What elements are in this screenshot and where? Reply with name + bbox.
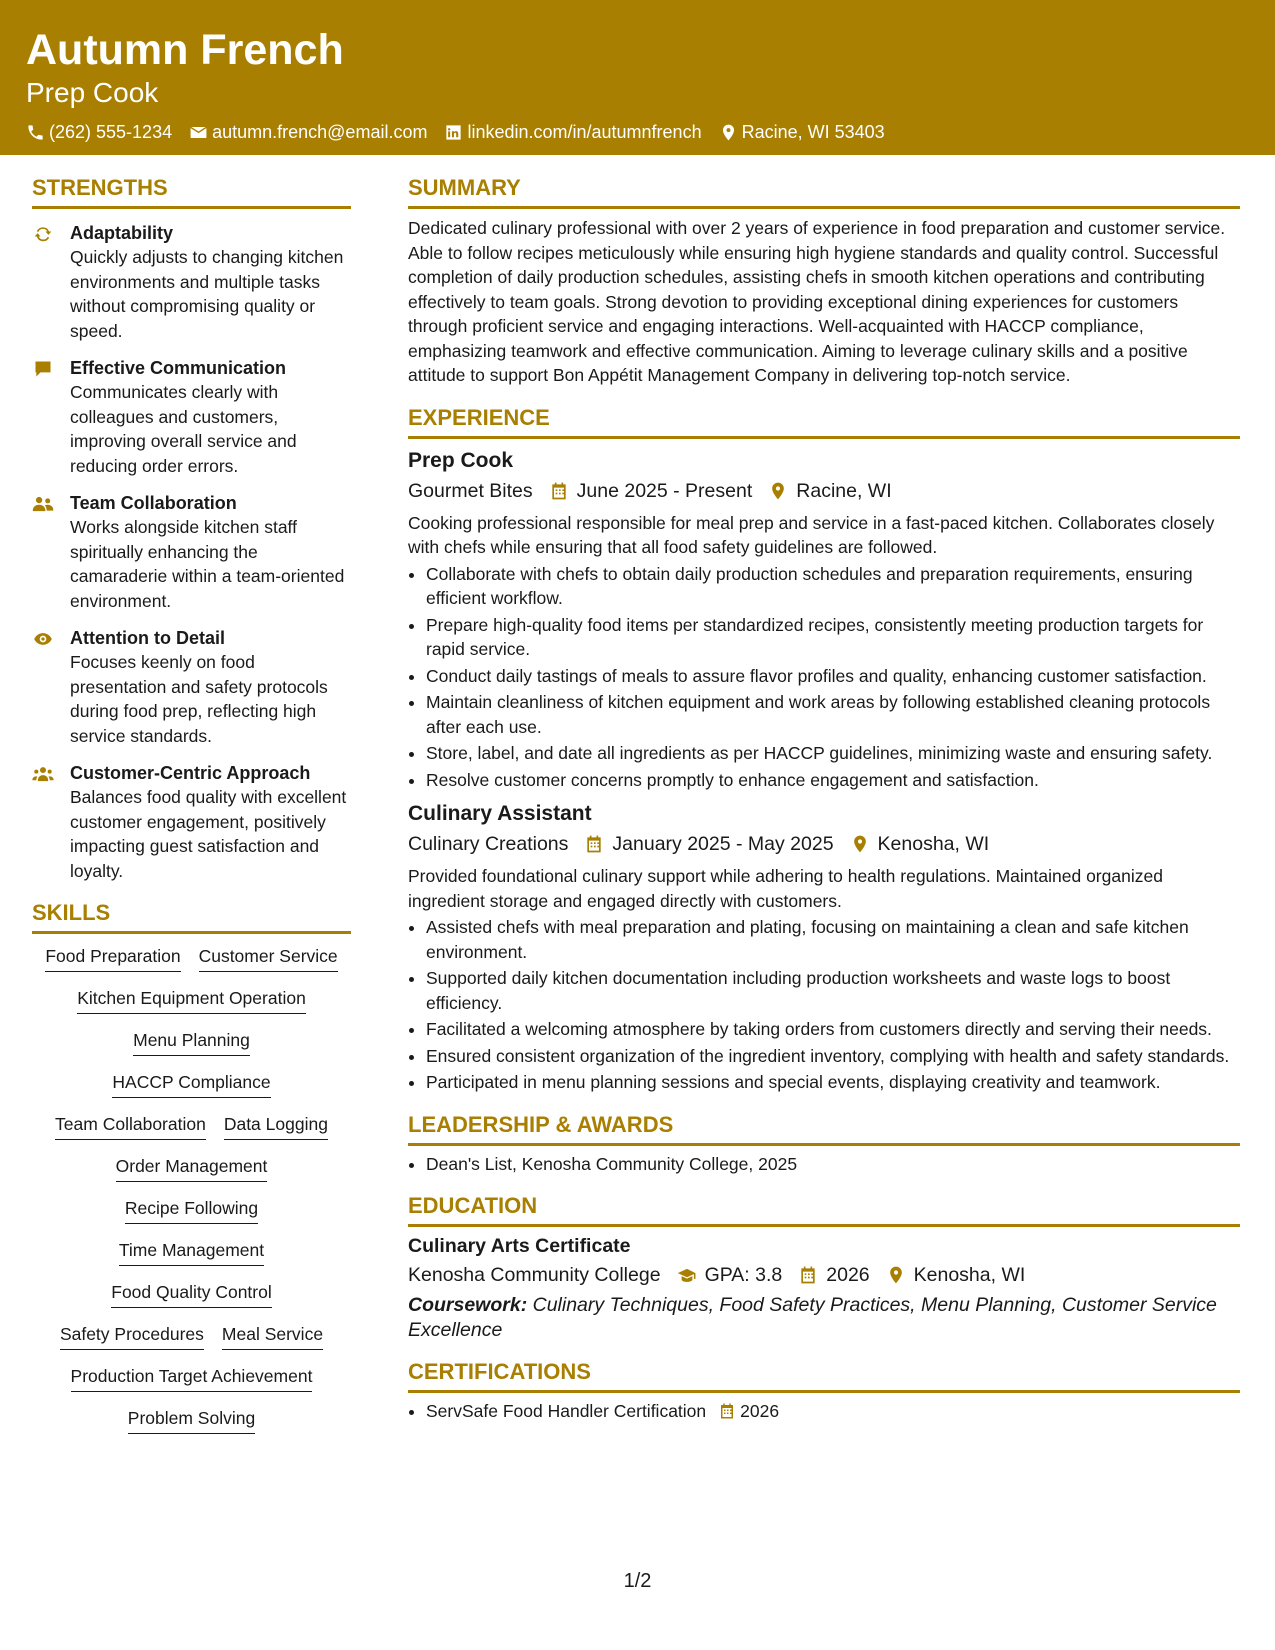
summary-text: Dedicated culinary professional with over 2 years of experience in food preparation and customer service. Able to follow recipes meticulously while ensuring high hygiene standards and quality control. Successful completion of daily production schedules, assisting chefs in smooth kitchen operations and contributing effectively to team goals. Strong devotion to providing exceptional dining experiences for customers through proficient service and engaging interactions. Well-acquainted with HACCP compliance, emphasizing teamwork and effective communication. Aiming to leverage culinary skills and a positive attitude to support Bon Appétit Management Company in delivering top-notch service. [408,218,1226,385]
skill-row [36,944,346,972]
calendar-icon [798,1265,818,1285]
job-description: Cooking professional responsible for meal prep and service in a fast-paced kitchen. Collaborates closely with chefs while ensuring that all food safety guidelines are followed. [408,512,1215,557]
calendar-icon [549,481,569,501]
strengths-list [32,221,351,883]
job-title: Culinary Assistant [408,802,592,825]
bullet-item: • Resolve customer concerns promptly to enhance engagement and satisfaction. [426,768,1240,793]
gpa-text: GPA: 3.8 [704,1264,783,1286]
strength-item [32,761,351,883]
certification-name: • ServSafe Food Handler Certification [426,1401,707,1421]
strength-desc: Balances food quality with excellent customer engagement, positively impacting guest satisfaction and loyalty. [70,787,347,881]
bullet-item: • Assisted chefs with meal preparation and plating, focusing on maintaining a clean and safe kitchen environment. [426,915,1240,964]
right-column [408,174,1240,1426]
map-marker-icon [768,481,788,501]
skill-row [119,1406,264,1434]
job-dates: June 2025 - Present [576,479,753,502]
leadership-heading: LEADERSHIP & AWARDS [408,1111,1240,1146]
award-item: • Dean's List, Kenosha Community College, 2025 [426,1152,1240,1177]
skill-row [116,1196,267,1224]
skill-tag: Meal Service [222,1322,323,1350]
job-bullets [408,915,1240,1095]
experience-heading: EXPERIENCE [408,404,1240,439]
education-location: Kenosha, WI [913,1264,1026,1286]
comment-icon [32,359,54,379]
linkedin-text[interactable]: linkedin.com/in/autumnfrench [467,122,702,142]
skill-tag: Problem Solving [128,1406,255,1434]
skill-row [62,1364,322,1392]
contact-location [719,122,885,143]
skills-list [32,944,351,1448]
bullet-item: • Prepare high-quality food items per standardized recipes, consistently meeting production targets for rapid service. [426,613,1240,662]
degree-title: Culinary Arts Certificate [408,1235,631,1257]
bullet-item: • Supported daily kitchen documentation including production worksheets and waste logs to boost efficiency. [426,966,1240,1015]
job-entry [408,447,1240,793]
education-heading: EDUCATION [408,1192,1240,1227]
contact-linkedin[interactable] [444,122,701,143]
strength-item [32,491,351,613]
bullet-item: • Maintain cleanliness of kitchen equipment and work areas by following established cleaning protocols after each use. [426,690,1240,739]
strength-title: Adaptability [70,223,174,243]
job-location: Kenosha, WI [877,833,990,855]
map-marker-icon [850,834,870,854]
strength-title: Effective Communication [70,358,287,378]
certification-year: 2026 [740,1401,780,1421]
education-meta [408,1261,1240,1289]
certification-item [426,1399,1240,1424]
phone-icon [26,123,45,142]
job-location: Racine, WI [796,479,892,502]
coursework-label: Coursework: [408,1294,528,1316]
skill-tag: Production Target Achievement [71,1364,313,1392]
certifications-list [408,1399,1240,1424]
job-dates: January 2025 - May 2025 [612,833,834,855]
skill-row [107,1154,277,1182]
summary-heading: SUMMARY [408,174,1240,209]
coursework [408,1293,1240,1342]
skill-row [68,986,315,1014]
contact-bar [26,122,1249,143]
strength-desc: Works alongside kitchen staff spiritually enhancing the camaraderie within a team-oriented environment. [70,517,345,611]
skill-tag: Time Management [119,1238,264,1266]
skill-tag: Menu Planning [133,1028,250,1056]
skill-row [103,1070,279,1098]
resume-header [0,0,1275,155]
skill-row [110,1238,273,1266]
skill-tag: Kitchen Equipment Operation [77,986,306,1014]
contact-email[interactable] [189,122,427,143]
job-bullets [408,562,1240,793]
job-meta [408,477,1240,505]
strength-item [32,356,351,478]
strength-desc: Focuses keenly on food presentation and safety protocols during food prep, reflecting high service standards. [70,652,328,746]
phone-text: (262) 555-1234 [49,122,173,142]
job-entry [408,800,1240,1095]
bullet-item: • Conduct daily tastings of meals to assure flavor profiles and quality, enhancing customer satisfaction. [426,664,1240,689]
skill-row [102,1280,281,1308]
job-company: Gourmet Bites [408,479,533,502]
skill-tag: Safety Procedures [60,1322,204,1350]
strength-title: Customer-Centric Approach [70,763,311,783]
strength-item [32,221,351,343]
skill-tag: Recipe Following [125,1196,258,1224]
location-text: Racine, WI 53403 [741,122,885,142]
contact-phone [26,122,172,143]
email-text[interactable]: autumn.french@email.com [212,122,428,142]
leadership-list [408,1152,1240,1177]
envelope-icon [189,123,208,142]
skill-row [124,1028,259,1056]
strength-item [32,626,351,748]
strength-desc: Communicates clearly with colleagues and customers, improving overall service and reducing order errors. [70,382,297,476]
job-company: Culinary Creations [408,833,569,855]
map-marker-icon [886,1265,906,1285]
page-number: 1/2 [623,1570,652,1592]
skill-tag: Food Quality Control [111,1280,272,1308]
calendar-icon [718,1402,736,1420]
school-name: Kenosha Community College [408,1264,661,1286]
strengths-heading: STRENGTHS [32,174,351,209]
calendar-icon [584,834,604,854]
job-description: Provided foundational culinary support while adhering to health regulations. Maintained organized ingredient storage and engaged directly with customers. [408,866,1163,911]
bullet-item: • Store, label, and date all ingredients as per HACCP guidelines, minimizing waste and ensuring safety. [426,741,1240,766]
bullet-item: • Collaborate with chefs to obtain daily production schedules and preparation requirements, ensuring efficient workflow. [426,562,1240,611]
strength-title: Team Collaboration [70,493,237,513]
bullet-item: • Facilitated a welcoming atmosphere by taking orders from customers directly and serving their needs. [426,1017,1240,1042]
users-icon [32,764,54,784]
skill-tag: Data Logging [224,1112,328,1140]
certifications-heading: CERTIFICATIONS [408,1358,1240,1393]
skill-tag: Food Preparation [45,944,180,972]
skill-row [46,1112,337,1140]
job-title: Prep Cook [408,448,514,472]
skill-tag: HACCP Compliance [112,1070,270,1098]
skill-tag: Team Collaboration [55,1112,206,1140]
refresh-icon [32,224,54,244]
bullet-item: • Participated in menu planning sessions and special events, displaying creativity and teamwork. [426,1070,1240,1095]
linkedin-icon [444,123,463,142]
graduation-cap-icon [677,1265,697,1285]
job-meta [408,830,1240,858]
strength-desc: Quickly adjusts to changing kitchen environments and multiple tasks without compromising quality or speed. [70,247,344,341]
map-marker-icon [719,123,738,142]
eye-icon [32,629,54,649]
education-year: 2026 [826,1264,870,1286]
coursework-text: Culinary Techniques, Food Safety Practices, Menu Planning, Customer Service Excellence [408,1294,1217,1341]
left-column [32,174,351,1448]
candidate-name: Autumn French [26,26,344,74]
user-friends-icon [32,494,54,514]
skill-tag: Order Management [116,1154,268,1182]
skill-tag: Customer Service [199,944,338,972]
candidate-role: Prep Cook [26,77,159,108]
strength-title: Attention to Detail [70,628,225,648]
bullet-item: • Ensured consistent organization of the ingredient inventory, complying with health and safety standards. [426,1044,1240,1069]
skills-heading: SKILLS [32,899,351,934]
skill-row [51,1322,332,1350]
